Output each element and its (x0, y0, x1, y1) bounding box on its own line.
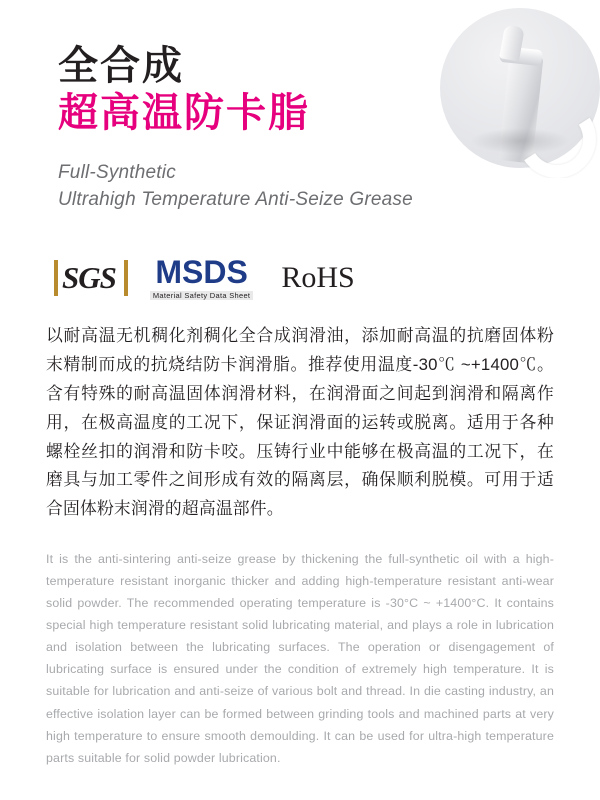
sgs-logo (60, 258, 122, 298)
page-subtitle-en (58, 160, 458, 214)
photo-shadow (470, 128, 570, 154)
page-title-cn-secondary: 超高温防卡脂 (58, 90, 310, 135)
rohs-logo (281, 261, 354, 295)
msds-logo-label: MSDS (155, 253, 248, 290)
page-title-cn-primary: 全合成 (58, 44, 184, 88)
description-chinese: 以耐高温无机稠化剂稠化全合成润滑油，添加耐高温的抗磨固体粉末精制而成的抗烧结防卡润滑脂。推荐使用温度-30℃ ~+1400℃。含有特殊的耐高温固体润滑材料，在润滑面之间起到润滑和隔离作用，在极高温度的工况下，保证润滑面的运转或脱离。适用于各种螺栓丝扣的润滑和防卡咬。压铸行业中能够在极高温的工况下，在磨具与加工零件之间形成有效的隔离层，确保顺利脱模。可用于适合固体粉末润滑的超高温部件。 (46, 326, 554, 519)
sgs-bar-left-icon (54, 260, 58, 296)
page-subtitle-en-line2: Ultrahigh Temperature Anti-Seize Grease (58, 188, 413, 210)
sgs-logo-label: SGS (62, 260, 116, 295)
certification-logos (60, 252, 540, 304)
title-block (58, 44, 458, 214)
description-english: It is the anti-sintering anti-seize grease by thickening the full-synthetic oil with a high-temperature resistant inorganic thicker and adding high-temperature resistant anti-wear solid powder. The recommended operating temperature is -30°C ~ +1400°C. It contains special high temperature resistant solid lubricating material, and plays a role in lubrication and isolation between the lubricating surfaces. The operation or disengagement of lubricating surface is ensured under the condition of extremely high temperature. It is suitable for lubrication and anti-seize of various bolt and thread. In die casting industry, an effective isolation layer can be formed between grinding tools and machined parts at very high temperature to ensure smooth demoulding. It can be used for ultra-high temperature parts suitable for solid powder lubrication. (46, 552, 554, 765)
msds-logo-sublabel: Material Safety Data Sheet (150, 291, 253, 301)
sgs-bar-right-icon (124, 260, 128, 296)
rohs-logo-label: RoHS (281, 261, 355, 294)
page-subtitle-en-line1: Full-Synthetic (58, 161, 176, 183)
msds-logo (150, 253, 253, 301)
